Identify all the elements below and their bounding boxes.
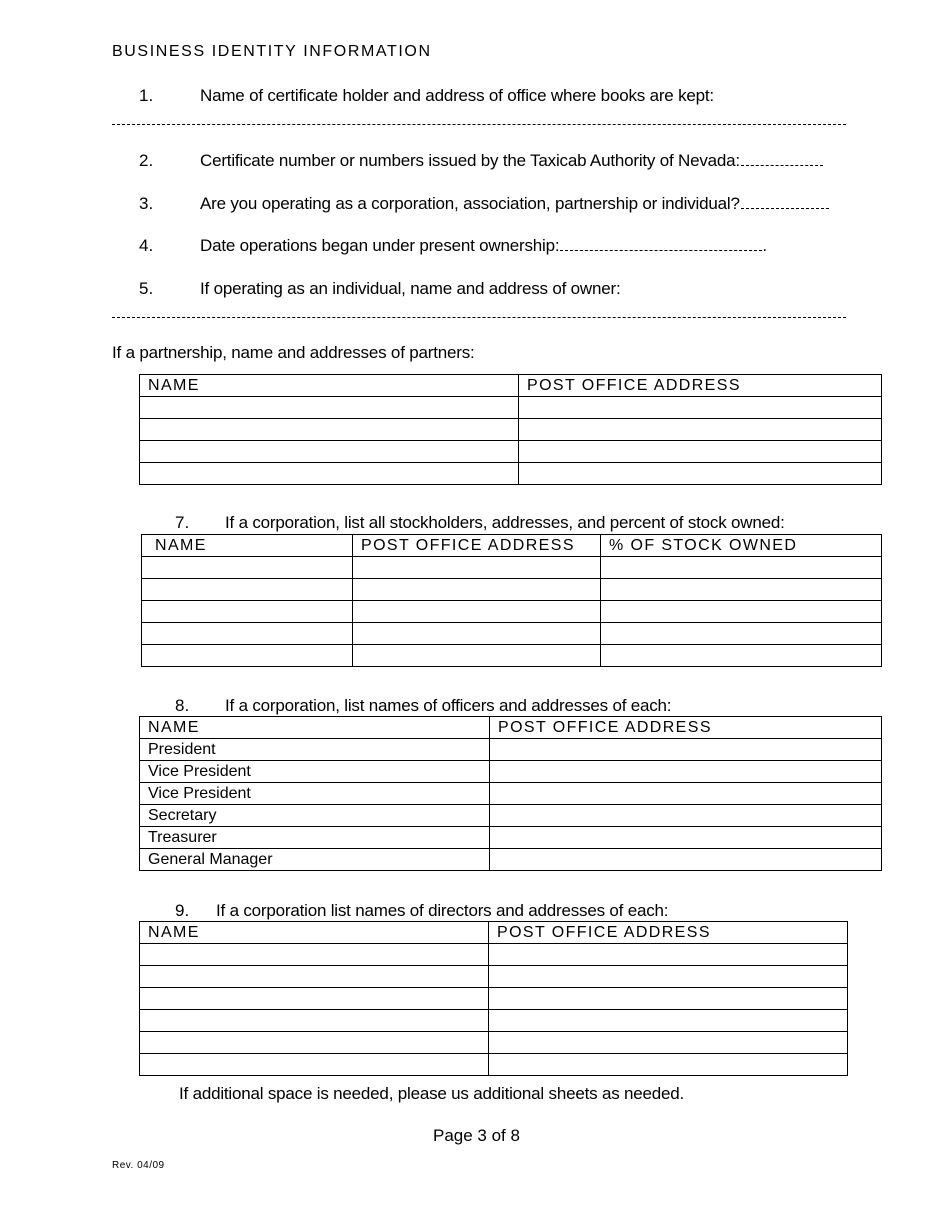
officer-title-vice-president: Vice President — [140, 761, 490, 783]
table-row — [140, 783, 882, 805]
address-cell[interactable] — [490, 827, 882, 849]
address-cell[interactable] — [489, 1010, 848, 1032]
name-cell[interactable] — [142, 645, 353, 667]
name-cell[interactable] — [140, 1054, 489, 1076]
question-4-number: 4. — [139, 236, 154, 255]
question-4-answer-line[interactable] — [560, 236, 762, 251]
address-cell[interactable] — [489, 1032, 848, 1054]
table-header-row — [140, 375, 882, 397]
table-row — [140, 988, 848, 1010]
table-header-row — [140, 922, 848, 944]
address-cell[interactable] — [490, 739, 882, 761]
table-row — [140, 827, 882, 849]
table-row — [140, 1010, 848, 1032]
percent-cell[interactable] — [601, 579, 882, 601]
name-cell[interactable] — [140, 419, 519, 441]
name-cell[interactable] — [140, 397, 519, 419]
directors-table — [139, 921, 848, 1076]
name-cell[interactable] — [140, 441, 519, 463]
question-1-number: 1. — [139, 86, 154, 105]
address-cell[interactable] — [519, 397, 882, 419]
partnership-table — [139, 374, 882, 485]
address-cell[interactable] — [489, 944, 848, 966]
question-8-text: If a corporation, list names of officers and addresses of each: — [225, 696, 672, 715]
question-3-row — [200, 194, 829, 214]
address-cell[interactable] — [353, 645, 601, 667]
address-cell[interactable] — [519, 463, 882, 485]
page-number: Page 3 of 8 — [433, 1126, 520, 1145]
name-cell[interactable] — [142, 557, 353, 579]
question-5-number: 5. — [139, 279, 154, 298]
table-row — [140, 1032, 848, 1054]
question-9-number: 9. — [175, 901, 190, 920]
section-heading: BUSINESS IDENTITY INFORMATION — [112, 43, 432, 60]
name-cell[interactable] — [140, 988, 489, 1010]
percent-cell[interactable] — [601, 623, 882, 645]
question-2-row — [200, 151, 823, 171]
column-header-stock-percent: % OF STOCK OWNED — [601, 535, 882, 557]
question-8-number: 8. — [175, 696, 190, 715]
question-1-text: Name of certificate holder and address of office where books are kept: — [200, 86, 714, 105]
table-row — [140, 441, 882, 463]
officer-title-treasurer: Treasurer — [140, 827, 490, 849]
question-2-text: Certificate number or numbers issued by the Taxicab Authority of Nevada: — [200, 151, 740, 170]
question-4-row — [200, 236, 767, 256]
officer-title-president: President — [140, 739, 490, 761]
table-row — [140, 966, 848, 988]
column-header-address: POST OFFICE ADDRESS — [519, 375, 882, 397]
officer-title-secretary: Secretary — [140, 805, 490, 827]
percent-cell[interactable] — [601, 557, 882, 579]
address-cell[interactable] — [489, 988, 848, 1010]
table-row — [140, 944, 848, 966]
question-2-number: 2. — [139, 151, 154, 170]
column-header-name: NAME — [140, 375, 519, 397]
revision-label: Rev. 04/09 — [112, 1160, 165, 1171]
table-row — [140, 761, 882, 783]
address-cell[interactable] — [519, 419, 882, 441]
table-row — [142, 645, 882, 667]
table-row — [142, 623, 882, 645]
officer-title-general-manager: General Manager — [140, 849, 490, 871]
name-cell[interactable] — [140, 966, 489, 988]
table-row — [140, 739, 882, 761]
name-cell[interactable] — [140, 1010, 489, 1032]
stockholders-table — [141, 534, 882, 667]
address-cell[interactable] — [353, 623, 601, 645]
address-cell[interactable] — [490, 805, 882, 827]
address-cell[interactable] — [490, 783, 882, 805]
officer-title-vice-president: Vice President — [140, 783, 490, 805]
table-row — [140, 397, 882, 419]
table-row — [140, 463, 882, 485]
question-1-answer-line[interactable] — [112, 124, 846, 125]
address-cell[interactable] — [353, 601, 601, 623]
column-header-name: NAME — [140, 717, 490, 739]
column-header-address: POST OFFICE ADDRESS — [489, 922, 848, 944]
question-4-text: Date operations began under present ownership: — [200, 236, 560, 255]
column-header-address: POST OFFICE ADDRESS — [490, 717, 882, 739]
table-row — [140, 1054, 848, 1076]
question-9-text: If a corporation list names of directors and addresses of each: — [216, 901, 669, 920]
address-cell[interactable] — [490, 849, 882, 871]
question-3-number: 3. — [139, 194, 154, 213]
table-row — [142, 579, 882, 601]
name-cell[interactable] — [142, 601, 353, 623]
name-cell[interactable] — [140, 1032, 489, 1054]
percent-cell[interactable] — [601, 601, 882, 623]
table-row — [140, 419, 882, 441]
address-cell[interactable] — [490, 761, 882, 783]
question-3-text: Are you operating as a corporation, association, partnership or individual? — [200, 194, 740, 213]
question-7-text: If a corporation, list all stockholders, addresses, and percent of stock owned: — [225, 513, 785, 532]
officers-table — [139, 716, 882, 871]
question-5-answer-line[interactable] — [112, 317, 846, 318]
name-cell[interactable] — [142, 623, 353, 645]
question-4-period: . — [762, 236, 767, 255]
address-cell[interactable] — [353, 579, 601, 601]
address-cell[interactable] — [519, 441, 882, 463]
table-header-row — [140, 717, 882, 739]
column-header-address: POST OFFICE ADDRESS — [353, 535, 601, 557]
address-cell[interactable] — [489, 1054, 848, 1076]
address-cell[interactable] — [353, 557, 601, 579]
name-cell[interactable] — [142, 579, 353, 601]
question-2-answer-line[interactable] — [741, 151, 823, 166]
question-5-text: If operating as an individual, name and address of owner: — [200, 279, 621, 298]
name-cell[interactable] — [140, 463, 519, 485]
column-header-name: NAME — [140, 922, 489, 944]
table-header-row — [142, 535, 882, 557]
table-row — [140, 849, 882, 871]
address-cell[interactable] — [489, 966, 848, 988]
table-row — [142, 601, 882, 623]
table-row — [140, 805, 882, 827]
name-cell[interactable] — [140, 944, 489, 966]
additional-space-note: If additional space is needed, please us additional sheets as needed. — [179, 1084, 685, 1103]
table-row — [142, 557, 882, 579]
question-3-answer-line[interactable] — [741, 194, 829, 209]
partnership-label: If a partnership, name and addresses of partners: — [112, 343, 475, 362]
question-7-number: 7. — [175, 513, 190, 532]
percent-cell[interactable] — [601, 645, 882, 667]
column-header-name: NAME — [142, 535, 353, 557]
